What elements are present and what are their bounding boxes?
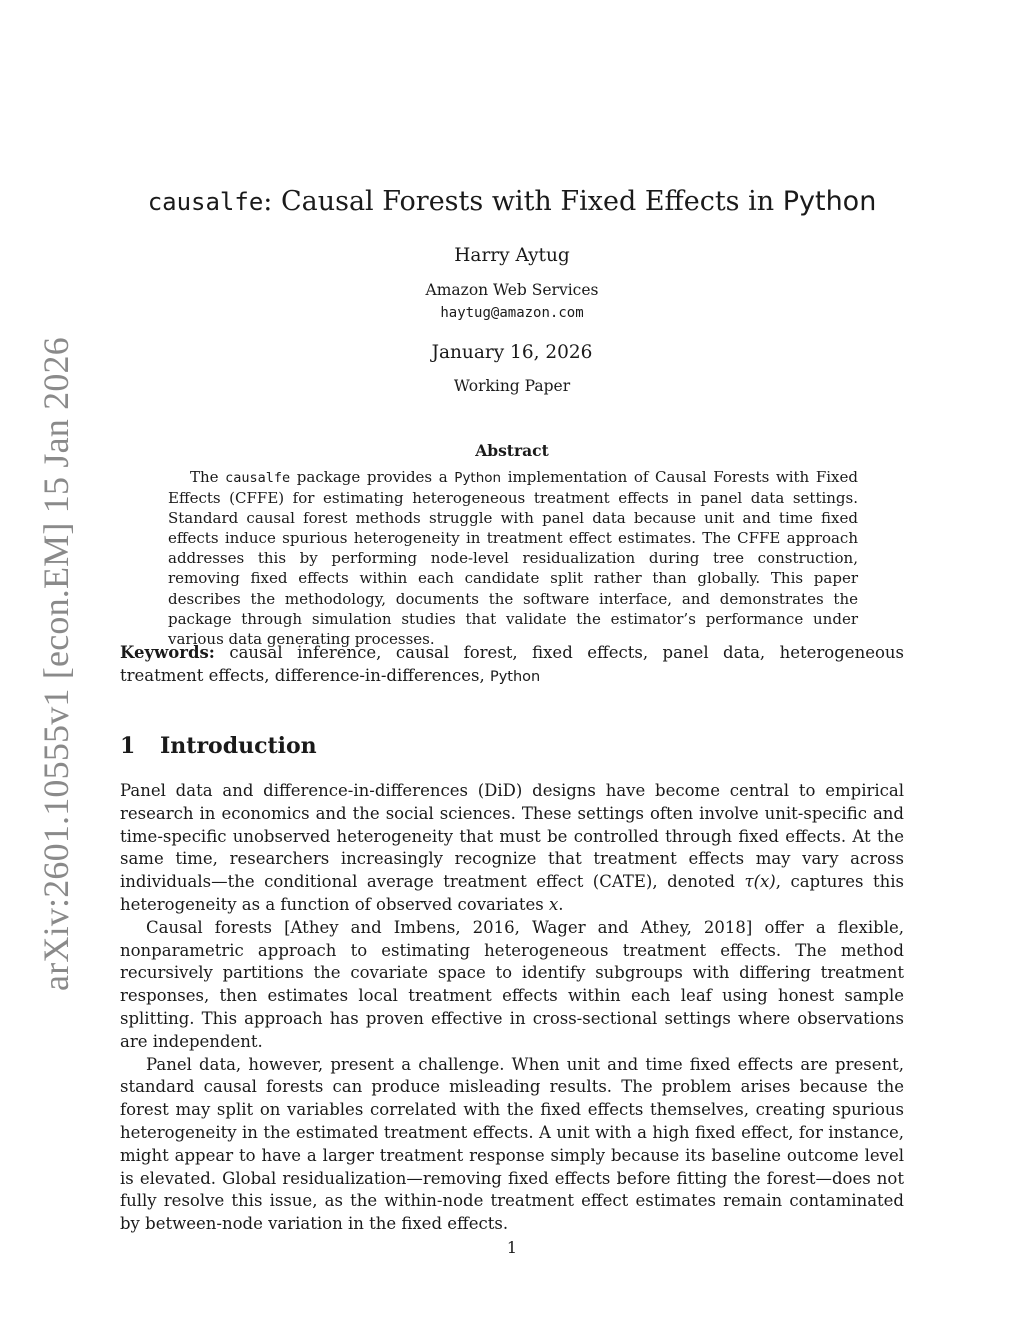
paper-title (0, 186, 1024, 217)
section-heading (120, 733, 317, 759)
title-language: Python (782, 186, 877, 217)
keywords-text: causal inference, causal forest, fixed effects, panel data, heterogeneous treatment effects, difference-in-differences, (120, 643, 904, 685)
keywords (120, 641, 904, 689)
abstract (168, 467, 858, 649)
affiliation: Amazon Web Services (425, 281, 599, 299)
section-number: 1 (120, 733, 136, 759)
paragraph: Causal forests [Athey and Imbens, 2016, Wager and Athey, 2018] offer a flexible, nonparametric approach to estimating heterogeneous treatment effects. The method recursively partitions the covariate space to identify subgroups with differing treatment responses, then estimates local treatment effects within each leaf using honest sample splitting. This approach has proven effective in cross-sectional settings where observations are independent. (120, 917, 904, 1051)
abstract-text: The causalfe package provides a Python implementation of Causal Forests with Fixed Effects (CFFE) for estimating heterogeneous treatment effects in panel data settings. Standard causal forest methods struggle with panel data because unit and time fixed effects induce spurious heterogeneity in treatment effect estimates. The CFFE approach addresses this by performing node-level residualization during tree construction, removing fixed effects within each candidate split rather than globally. This paper describes the methodology, documents the software interface, and demonstrates the package through simulation studies that validate the estimator’s performance under various data generating processes. (168, 468, 858, 648)
author-name: Harry Aytug (454, 245, 570, 266)
paragraph: Panel data and difference-in-differences (DiD) designs have become central to empirical research in economics and the social sciences. These settings often involve unit-specific and time-specific unobserved heterogeneity that must be controlled through fixed effects. At the same time, researchers increasingly recognize that treatment effects may vary across individuals—the conditional average treatment effect (CATE), denoted τ(x), captures this heterogeneity as a function of observed covariates x. (120, 781, 904, 914)
abstract-heading: Abstract (475, 441, 549, 460)
abstract-package: causalfe (225, 470, 291, 486)
title-package: causalfe (147, 188, 264, 216)
math-tau: τ(x) (744, 872, 776, 892)
paragraph: Panel data, however, present a challenge. When unit and time fixed effects are present, standard causal forests can produce misleading results. The problem arises because the forest may split on variables correlated with the fixed effects themselves, creating spurious heterogeneity in the estimated treatment effects. A unit with a high fixed effect, for instance, might appear to have a larger treatment response simply because its baseline outcome level is elevated. Global residualization—removing fixed effects before fitting the forest—does not fully resolve this issue, as the within-node treatment effect estimates remain contaminated by between-node variation in the fixed effects. (120, 1054, 904, 1234)
body-text (120, 780, 904, 1236)
section-title: Introduction (160, 733, 317, 759)
author-email: haytug@amazon.com (440, 305, 584, 321)
arxiv-stamp: arXiv:2601.10555v1 [econ.EM] 15 Jan 2026 (36, 337, 76, 991)
title-text: : Causal Forests with Fixed Effects in (263, 186, 783, 217)
paper-date: January 16, 2026 (431, 342, 593, 363)
keywords-label: Keywords: (120, 643, 215, 662)
math-x: x (548, 894, 559, 914)
abstract-language: Python (454, 470, 502, 486)
page-number: 1 (506, 1238, 518, 1257)
keywords-language: Python (489, 669, 541, 685)
paper-status: Working Paper (453, 377, 571, 395)
